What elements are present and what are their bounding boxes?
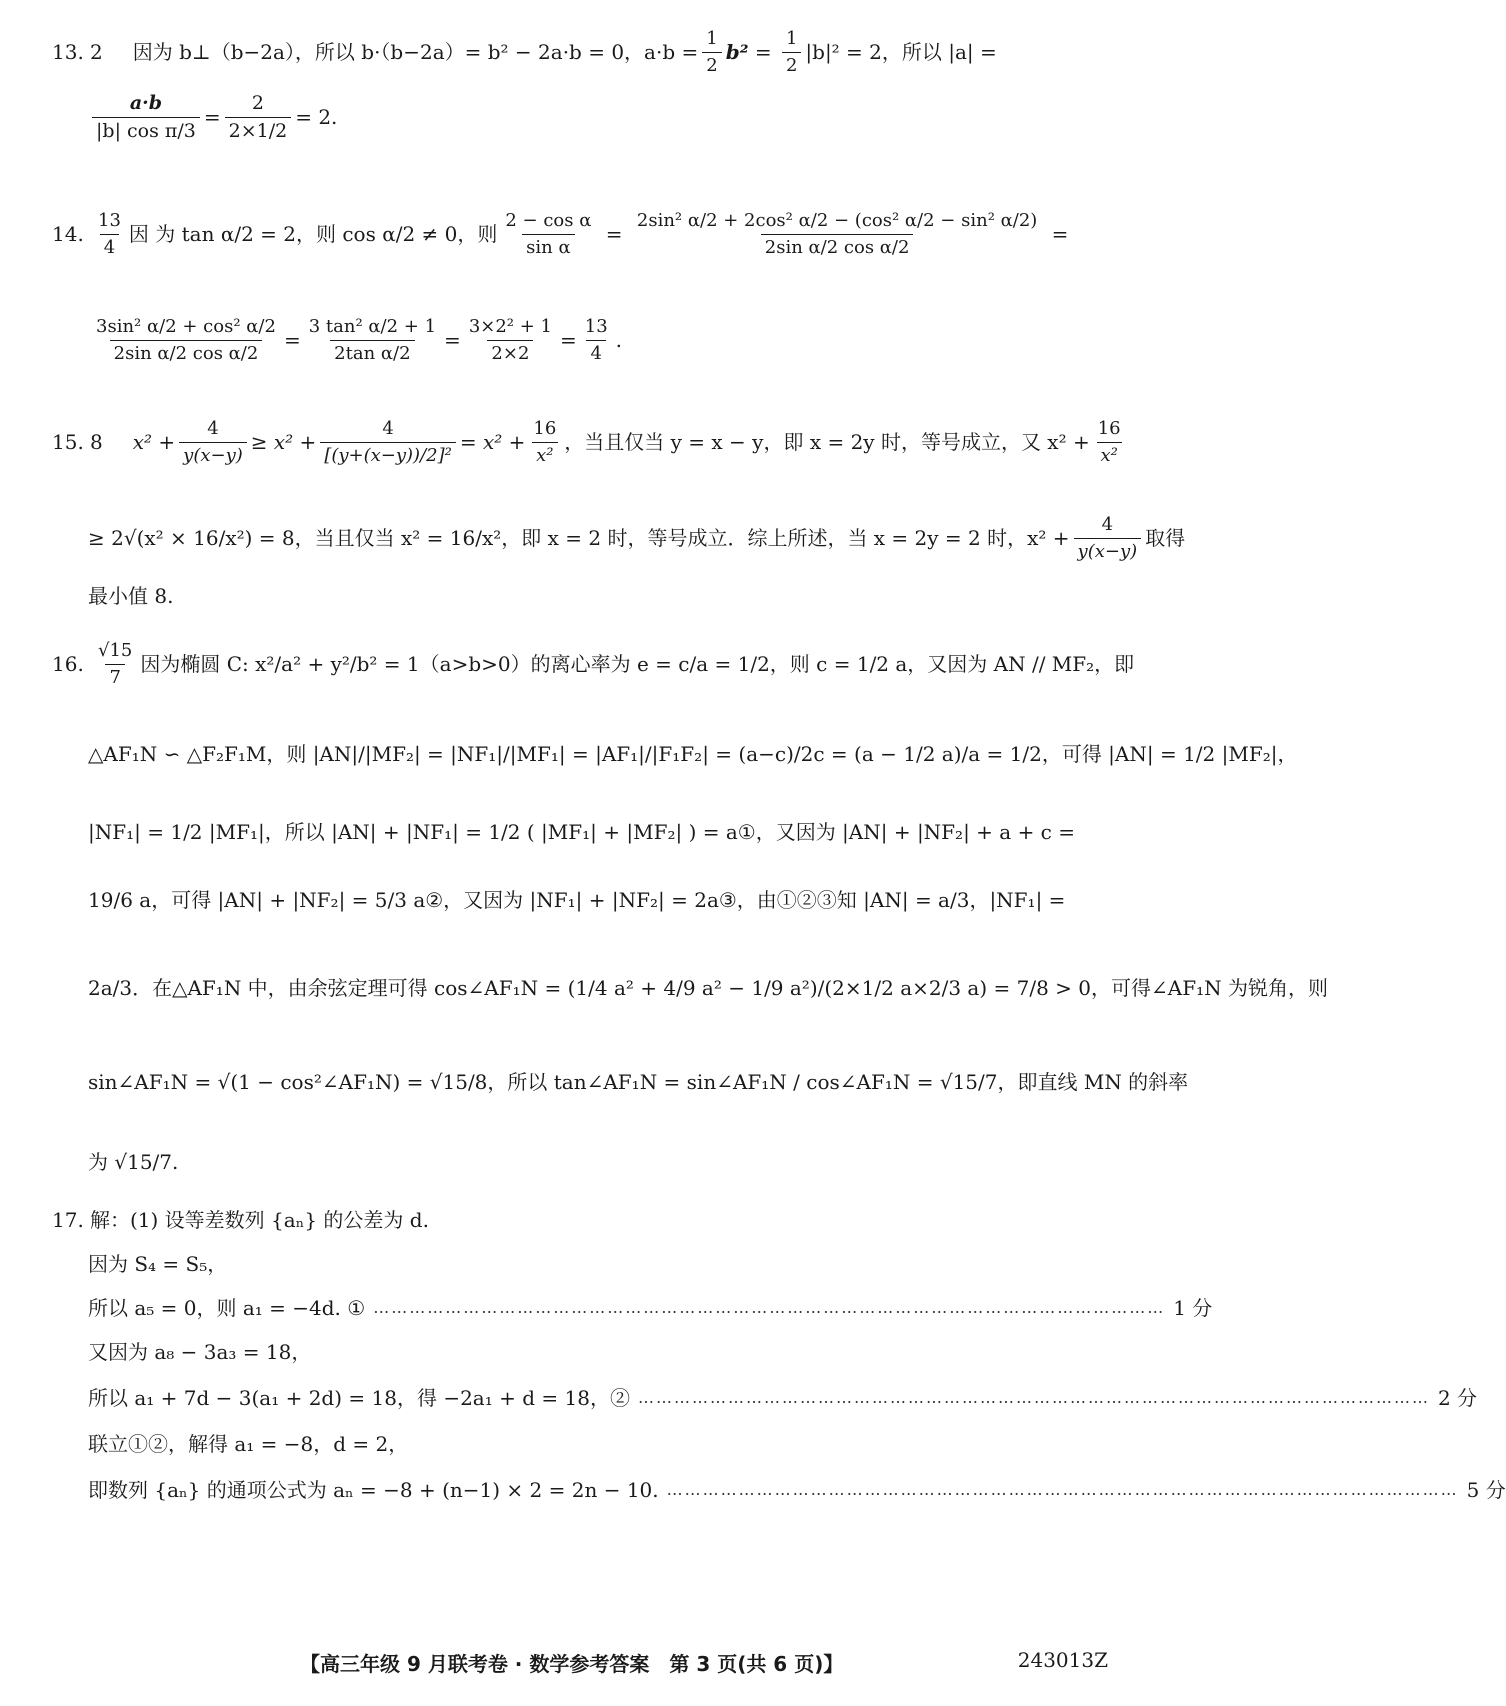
problem-14-line-2: $\frac{\text{3sin² α/2 + cos² α/2}}{\text{2sin α/2 cos α/2}}$ = $\frac{\text{3 tan² α/2 + 1}}{\text{2tan α/2}}$ = $\frac{\text{3×2² + 1}}{2\times 2}$ = $\frac{13}{4}$ .: [88, 316, 1112, 364]
answer: 2: [90, 40, 103, 65]
solution-text: 取得: [1145, 526, 1186, 551]
problem-15-line-1: 15. 8 x² + $\frac{4}{y(x-y)}$ ≥ x² + $\frac{4}{\text{[(y+(x−y))/2]²}}$ = x² + $\frac{16}{\text{x²}}$ ，当且仅当 y = x − y，即 x = 2y 时，等号成立，又 x² + $\frac{16}{\text{x²}}$: [52, 418, 1112, 466]
solution-text: = 2.: [295, 105, 338, 130]
problem-16-line-3: [88, 820, 1112, 844]
solution-text: 联立①②，解得 a₁ = −8，d = 2，: [88, 1432, 409, 1456]
problem-15-line-2: [88, 514, 1186, 562]
fraction: $\frac{4}{y(x-y)}$: [1074, 514, 1142, 562]
problem-13-line-1: 13. 2 因为 b⊥（b−2a），所以 b·（b−2a）= b² − 2a·b = 0，a·b = $\frac{1}{2}$ b² = $\frac{1}{2}$ |b|² = 2 ，所以 |a| =: [52, 28, 997, 76]
fraction: $\frac{1}{2}$: [702, 28, 721, 76]
solution-text: ≥ 2√(x² × 16/x²) = 8，当且仅当 x² = 16/x²，即 x = 2 时，等号成立．综上所述，当 x = 2y = 2 时，x² +: [88, 526, 1070, 551]
leader-dots: ……………………………………………………………………………………………………………………: [666, 1480, 1459, 1500]
problem-14-line-1: 14. $\frac{13}{4}$ 因 为 tan α/2 = 2，则 cos α/2 ≠ 0，则 $\frac{\text{2 − cos α}}{\text{sin α}}$ = $\frac{\text{2sin² α/2 + 2cos² α/2 − (cos² α/2 − sin² α/2)}}{\text{2sin α/2 cos α/2}}$ =: [52, 210, 1069, 258]
solution-text: ，所以 |a| =: [881, 40, 997, 65]
problem-17-line-3: [88, 1296, 1213, 1320]
fraction: $\frac{13}{4}$: [584, 316, 608, 364]
fraction: $\frac{\text{2 − cos α}}{\text{sin α}}$: [505, 210, 592, 258]
problem-number: 17.: [52, 1208, 84, 1232]
problem-17-line-7: [88, 1478, 1506, 1502]
fraction: $\frac{a\cdot b}{\text{|b| cos π/3}}$: [92, 92, 200, 143]
solution-text: ，当且仅当 y = x − y，即 x = 2y 时，等号成立，又 x² +: [564, 430, 1090, 455]
problem-16-line-7: [88, 1150, 1112, 1174]
solution-text: 19/6 a，可得 |AN| + |NF₂| = 5/3 a②，又因为 |NF₁| + |NF₂| = 2a③，由①②③知 |AN| = a/3，|NF₁| =: [88, 888, 1066, 912]
problem-number: 15.: [52, 430, 84, 455]
problem-16-line-6: [88, 1070, 1189, 1094]
fraction: $\frac{16}{\text{x²}}$: [1097, 418, 1121, 466]
fraction: $\frac{4}{\text{[(y+(x−y))/2]²}}$: [320, 418, 456, 466]
problem-number: 13.: [52, 40, 84, 65]
problem-17-line-1: [52, 1208, 1112, 1232]
solution-text: 所以 a₁ + 7d − 3(a₁ + 2d) = 18，得 −2a₁ + d = 18，②: [88, 1386, 630, 1410]
problem-15-line-3: [88, 584, 1112, 608]
fraction: $\frac{16}{\text{x²}}$: [533, 418, 557, 466]
problem-17-line-6: [88, 1432, 1112, 1456]
answer: $\frac{√15}{7}$: [98, 640, 133, 688]
problem-16-line-5: [88, 976, 1328, 1000]
leader-dots: ……………………………………………………………………………………………………………………: [373, 1298, 1166, 1318]
solution-text: 即数列 {aₙ} 的通项公式为 aₙ = −8 + (n−1) × 2 = 2n − 10.: [88, 1478, 659, 1502]
solution-text: 2a/3．在△AF₁N 中，由余弦定理可得 cos∠AF₁N = (1/4 a² + 4/9 a² − 1/9 a²)/(2×1/2 a×2/3 a) = 7/8 > 0，可得∠AF₁N 为锐角，则: [88, 976, 1328, 1000]
solution-text: 所以 a₅ = 0，则 a₁ = −4d. ①: [88, 1296, 366, 1320]
score-label: 2 分: [1437, 1386, 1478, 1410]
fraction: $\frac{4}{y(x-y)}$: [179, 418, 247, 466]
fraction: $\frac{\text{3sin² α/2 + cos² α/2}}{\text{2sin α/2 cos α/2}}$: [96, 316, 276, 364]
solution-text: 因为 S₄ = S₅，: [88, 1252, 228, 1276]
fraction: $\frac{2}{2\times 1/2}$: [225, 92, 292, 143]
fraction: $\frac{1}{2}$: [782, 28, 801, 76]
problem-number: 14.: [52, 222, 84, 247]
fraction: $\frac{\text{3 tan² α/2 + 1}}{\text{2tan α/2}}$: [308, 316, 437, 364]
footer-code: 243013Z: [1017, 1648, 1108, 1672]
solution-text: 最小值 8.: [88, 584, 174, 608]
answer: 8: [90, 430, 103, 455]
fraction: $\frac{\text{3×2² + 1}}{2\times 2}$: [468, 316, 552, 364]
solution-text: 为 √15/7.: [88, 1150, 179, 1174]
problem-16-line-4: [88, 888, 1112, 912]
leader-dots: ……………………………………………………………………………………………………………………: [637, 1388, 1430, 1408]
problem-17-line-2: [88, 1252, 1112, 1276]
footer-title: 【高三年级 9 月联考卷 · 数学参考答案 第 3 页(共 6 页)】: [300, 1652, 844, 1676]
problem-13-line-2: $\frac{a\cdot b}{\text{|b| cos π/3}}$ = $\frac{2}{2\times 1/2}$ = 2.: [88, 92, 1112, 143]
math-term: b²: [725, 40, 749, 65]
solution-text: 因为 b⊥（b−2a），所以 b·（b−2a）= b² − 2a·b = 0，a·b =: [132, 40, 699, 65]
solution-text: sin∠AF₁N = √(1 − cos²∠AF₁N) = √15/8，所以 tan∠AF₁N = sin∠AF₁N / cos∠AF₁N = √15/7，即直线 MN 的斜率: [88, 1070, 1189, 1094]
solution-text: △AF₁N ∽ △F₂F₁M，则 |AN|/|MF₂| = |NF₁|/|MF₁| = |AF₁|/|F₁F₂| = (a−c)/2c = (a − 1/2 a)/a = 1/2，可得 |AN| = 1/2 |MF₂|，: [88, 742, 1298, 766]
solution-text: |NF₁| = 1/2 |MF₁|，所以 |AN| + |NF₁| = 1/2 ( |MF₁| + |MF₂| ) = a①，又因为 |AN| + |NF₂| + a + c =: [88, 820, 1076, 844]
problem-16-line-1: [52, 640, 1135, 688]
fraction: $\frac{\text{2sin² α/2 + 2cos² α/2 − (cos² α/2 − sin² α/2)}}{\text{2sin α/2 cos α/2}}$: [636, 210, 1038, 258]
solution-text: 又因为 a₈ − 3a₃ = 18，: [88, 1340, 312, 1364]
problem-17-line-5: [88, 1386, 1478, 1410]
math-term: |b|² = 2: [805, 40, 882, 65]
solution-text: 因为椭圆 C: x²/a² + y²/b² = 1（a>b>0）的离心率为 e = c/a = 1/2，则 c = 1/2 a，又因为 AN // MF₂，即: [140, 652, 1135, 677]
answer: $\frac{13}{4}$: [98, 210, 121, 258]
problem-16-line-2: [88, 742, 1298, 766]
solution-text: 因 为 tan α/2 = 2，则 cos α/2 ≠ 0，则: [128, 222, 498, 247]
problem-number: 16.: [52, 652, 84, 677]
solution-text: 解：(1) 设等差数列 {aₙ} 的公差为 d.: [90, 1208, 429, 1232]
problem-17-line-4: [88, 1340, 1112, 1364]
score-label: 1 分: [1173, 1296, 1213, 1320]
score-label: 5 分: [1466, 1478, 1506, 1502]
